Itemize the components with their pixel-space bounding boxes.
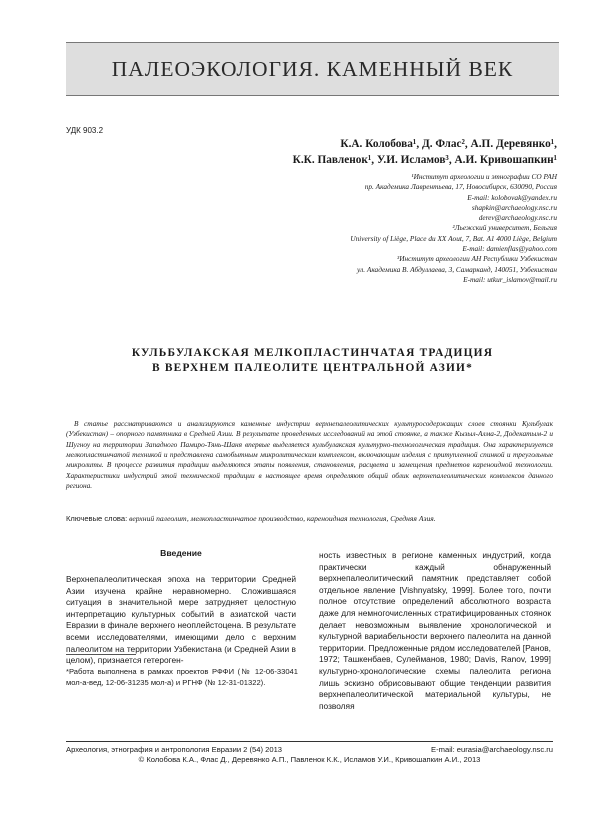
journal-email: E-mail: eurasia@archaeology.nsc.ru: [431, 745, 553, 754]
keywords-value: верхний палеолит, мелкопластинчатое производство, кареноидная технология, Средняя Азия.: [129, 514, 436, 523]
section-title: ПАЛЕОЭКОЛОГИЯ. КАМЕННЫЙ ВЕК: [111, 56, 514, 81]
title-line: В ВЕРХНЕМ ПАЛЕОЛИТЕ ЦЕНТРАЛЬНОЙ АЗИИ*: [152, 362, 473, 374]
udk-code: УДК 903.2: [66, 126, 104, 135]
keywords-label: Ключевые слова:: [66, 514, 128, 523]
affiliation-line: ²Льежский университет, Бельгия: [452, 223, 557, 233]
footer-divider: [66, 741, 553, 742]
affiliation-line: University of Liège, Place du XX Aout, 7, Bat. A1 4000 Liège, Belgium: [350, 233, 557, 243]
body-paragraph: Верхнепалеолитическая эпоха на территории Средней Азии изучена крайне неравномерно. Сложившаяся ситуация в значительной мере затрудняет целостную интерпретацию культурных событий в азиатской части Евразии в финале верхнего неоплейстоцена. В результате всеми исследователями, имеющими дело с верхним палеолитом на территории Узбекистана (и Средней Азии в целом), признается гетероген-: [66, 574, 296, 666]
abstract: В статье рассматриваются и анализируются каменные индустрии верхнепалеолитических культуросодержащих слоев стоянки Кульбулак (Узбекистан) – опорного памятника в Средней Азии. В результате проведенных исследований на этой стоянке, а также Кызыл-Алма-2, Додекатым-2 и Шугноу на территории Западного Памиро-Тянь-Шаня впервые выделяется кульбулакская культурно-технологическая традиция. Она характеризуется мелкопластинчатой техникой и представлена самобытным микролитическим комплексом, включающим изделия с притупленной спинкой и треугольные микролиты. В процессе развития традиции выделяются этапы появления, становления, расцвета и замещения предметов кареноидной технологии. Характеристики индустрий этой технической традиции в настоящее время определяют общий облик верхнепалеолитических комплексов данного региона.: [66, 419, 553, 491]
author-list: [293, 137, 557, 168]
affiliation-line: ул. Академика В. Абдуллаева, 3, Самарканд, 140051, Узбекистан: [357, 264, 557, 274]
affiliations: [350, 172, 557, 285]
column-left: [66, 548, 296, 667]
column-right: [319, 550, 551, 712]
affiliation-line: derev@archaeology.nsc.ru: [478, 213, 557, 223]
affiliation-line: E-mail: kolobovak@yandex.ru: [467, 192, 557, 202]
affiliation-line: ¹Институт археологии и этнографии СО РАН: [411, 172, 557, 181]
affiliation-line: shapkin@archaeology.nsc.ru: [471, 202, 557, 212]
keywords: [66, 514, 566, 523]
section-banner: [66, 42, 559, 96]
footnote: *Работа выполнена в рамках проектов РФФИ (№ 12-06-33041 мол-а-вед, 12-06-31235 мол-а) и РГНФ (№ 12-31-01322).: [66, 667, 298, 687]
author-line: К.К. Павленок¹, У.И. Исламов³, А.И. Кривошапкин¹: [292, 153, 557, 166]
affiliation-line: пр. Академика Лаврентьева, 17, Новосибирск, 630090, Россия: [364, 182, 557, 192]
author-line: К.А. Колобова¹, Д. Флас², А.П. Деревянко¹,: [340, 138, 557, 150]
journal-citation: Археология, этнография и антропология Евразии 2 (54) 2013: [66, 745, 283, 754]
affiliation-line: E-mail: damienflas@yahoo.com: [462, 244, 557, 254]
affiliation-line: ³Институт археологии АН Республики Узбекистан: [397, 254, 557, 264]
article-title: [60, 346, 565, 376]
footer-journal-line: [66, 745, 553, 754]
body-paragraph: ность известных в регионе каменных индустрий, когда практически каждый обнаруженный верхнепалеолитический памятник представляет собой отдельное явление [Vishnyatsky, 1999]. Более того, почти полное отсутствие определений абсолютного возраста даже для немногочисленных стратифицированных стоянок делает невозможным выявление хронологической и культурной вариабельности верхнего палеолита на данной территории. Предложенные рядом исследователей [Ранов, 1972; Ташкенбаев, Сулейманов, 1980; Davis, Ranov, 1999] культурно-хронологические схемы палеолита региона лишь эскизно обрисовывают общие тенденции развития верхнепалеолитической материальной культуры, не позволяя: [319, 550, 551, 711]
affiliation-line: E-mail: utkur_islamov@mail.ru: [463, 274, 557, 284]
footnote-divider: [66, 654, 136, 655]
title-line: КУЛЬБУЛАКСКАЯ МЕЛКОПЛАСТИНЧАТАЯ ТРАДИЦИЯ: [131, 347, 494, 359]
section-heading: Введение: [160, 548, 202, 558]
copyright-line: © Колобова К.А., Флас Д., Деревянко А.П., Павленок К.К., Исламов У.И., Кривошапкин А.И., 2013: [138, 755, 481, 764]
